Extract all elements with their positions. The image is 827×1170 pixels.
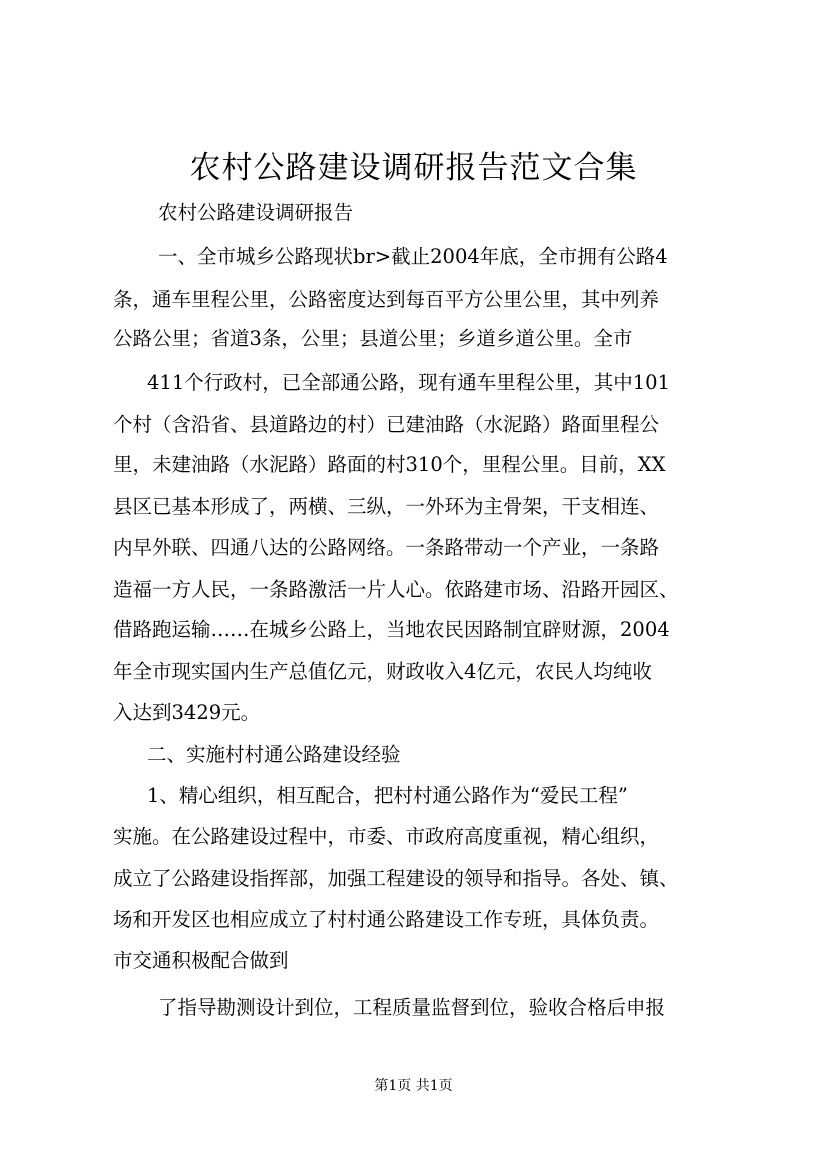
body-line-6: 个村（含沿省、县道路边的村）已建油路（水泥路）路面里程公 (113, 413, 660, 436)
body-line-7: 里，未建油路（水泥路）路面的村310个，里程公里。目前，XX (113, 453, 666, 476)
body-line-1: 农村公路建设调研报告 (158, 201, 354, 224)
body-line-18: 场和开发区也相应成立了村村通公路建设工作专班，具体负责。 (113, 908, 660, 931)
body-line-16: 实施。在公路建设过程中，市委、市政府高度重视，精心组织， (113, 825, 660, 848)
document-title: 农村公路建设调研报告范文合集 (189, 150, 638, 186)
page-indicator: 第1页 共1页 (374, 1078, 453, 1094)
body-line-3: 条，通车里程公里，公路密度达到每百平方公里公里，其中列养 (113, 288, 660, 311)
body-line-10: 造福一方人民，一条路激活一片人心。依路建市场、沿路开园区、 (113, 578, 679, 601)
body-line-12: 年全市现实国内生产总值亿元，财政收入4亿元，农民人均纯收 (113, 660, 652, 683)
body-line-5: 411个行政村，已全部通公路，现有通车里程公里，其中101 (147, 371, 670, 394)
body-line-15: 1、精心组织，相互配合，把村村通公路作为“爱民工程” (147, 784, 628, 807)
body-line-11: 借路跑运输……在城乡公路上，当地农民因路制宜辟财源，2004 (113, 618, 670, 641)
body-line-2: 一、全市城乡公路现状br>截止2004年底，全市拥有公路4 (158, 245, 668, 268)
body-line-9: 内早外联、四通八达的公路网络。一条路带动一个产业，一条路 (113, 536, 660, 559)
body-line-19: 市交通积极配合做到 (113, 949, 289, 972)
section-heading-2: 二、实施村村通公路建设经验 (147, 743, 401, 766)
body-line-20: 了指导勘测设计到位，工程质量监督到位，验收合格后申报 (158, 996, 666, 1019)
body-line-17: 成立了公路建设指挥部，加强工程建设的领导和指导。各处、镇、 (113, 867, 679, 890)
body-line-13: 入达到3429元。 (113, 701, 261, 724)
body-line-4: 公路公里；省道3条，公里；县道公里；乡道乡道公里。全市 (113, 327, 633, 350)
body-line-8: 县区已基本形成了，两横、三纵，一外环为主骨架，干支相连、 (113, 495, 660, 518)
